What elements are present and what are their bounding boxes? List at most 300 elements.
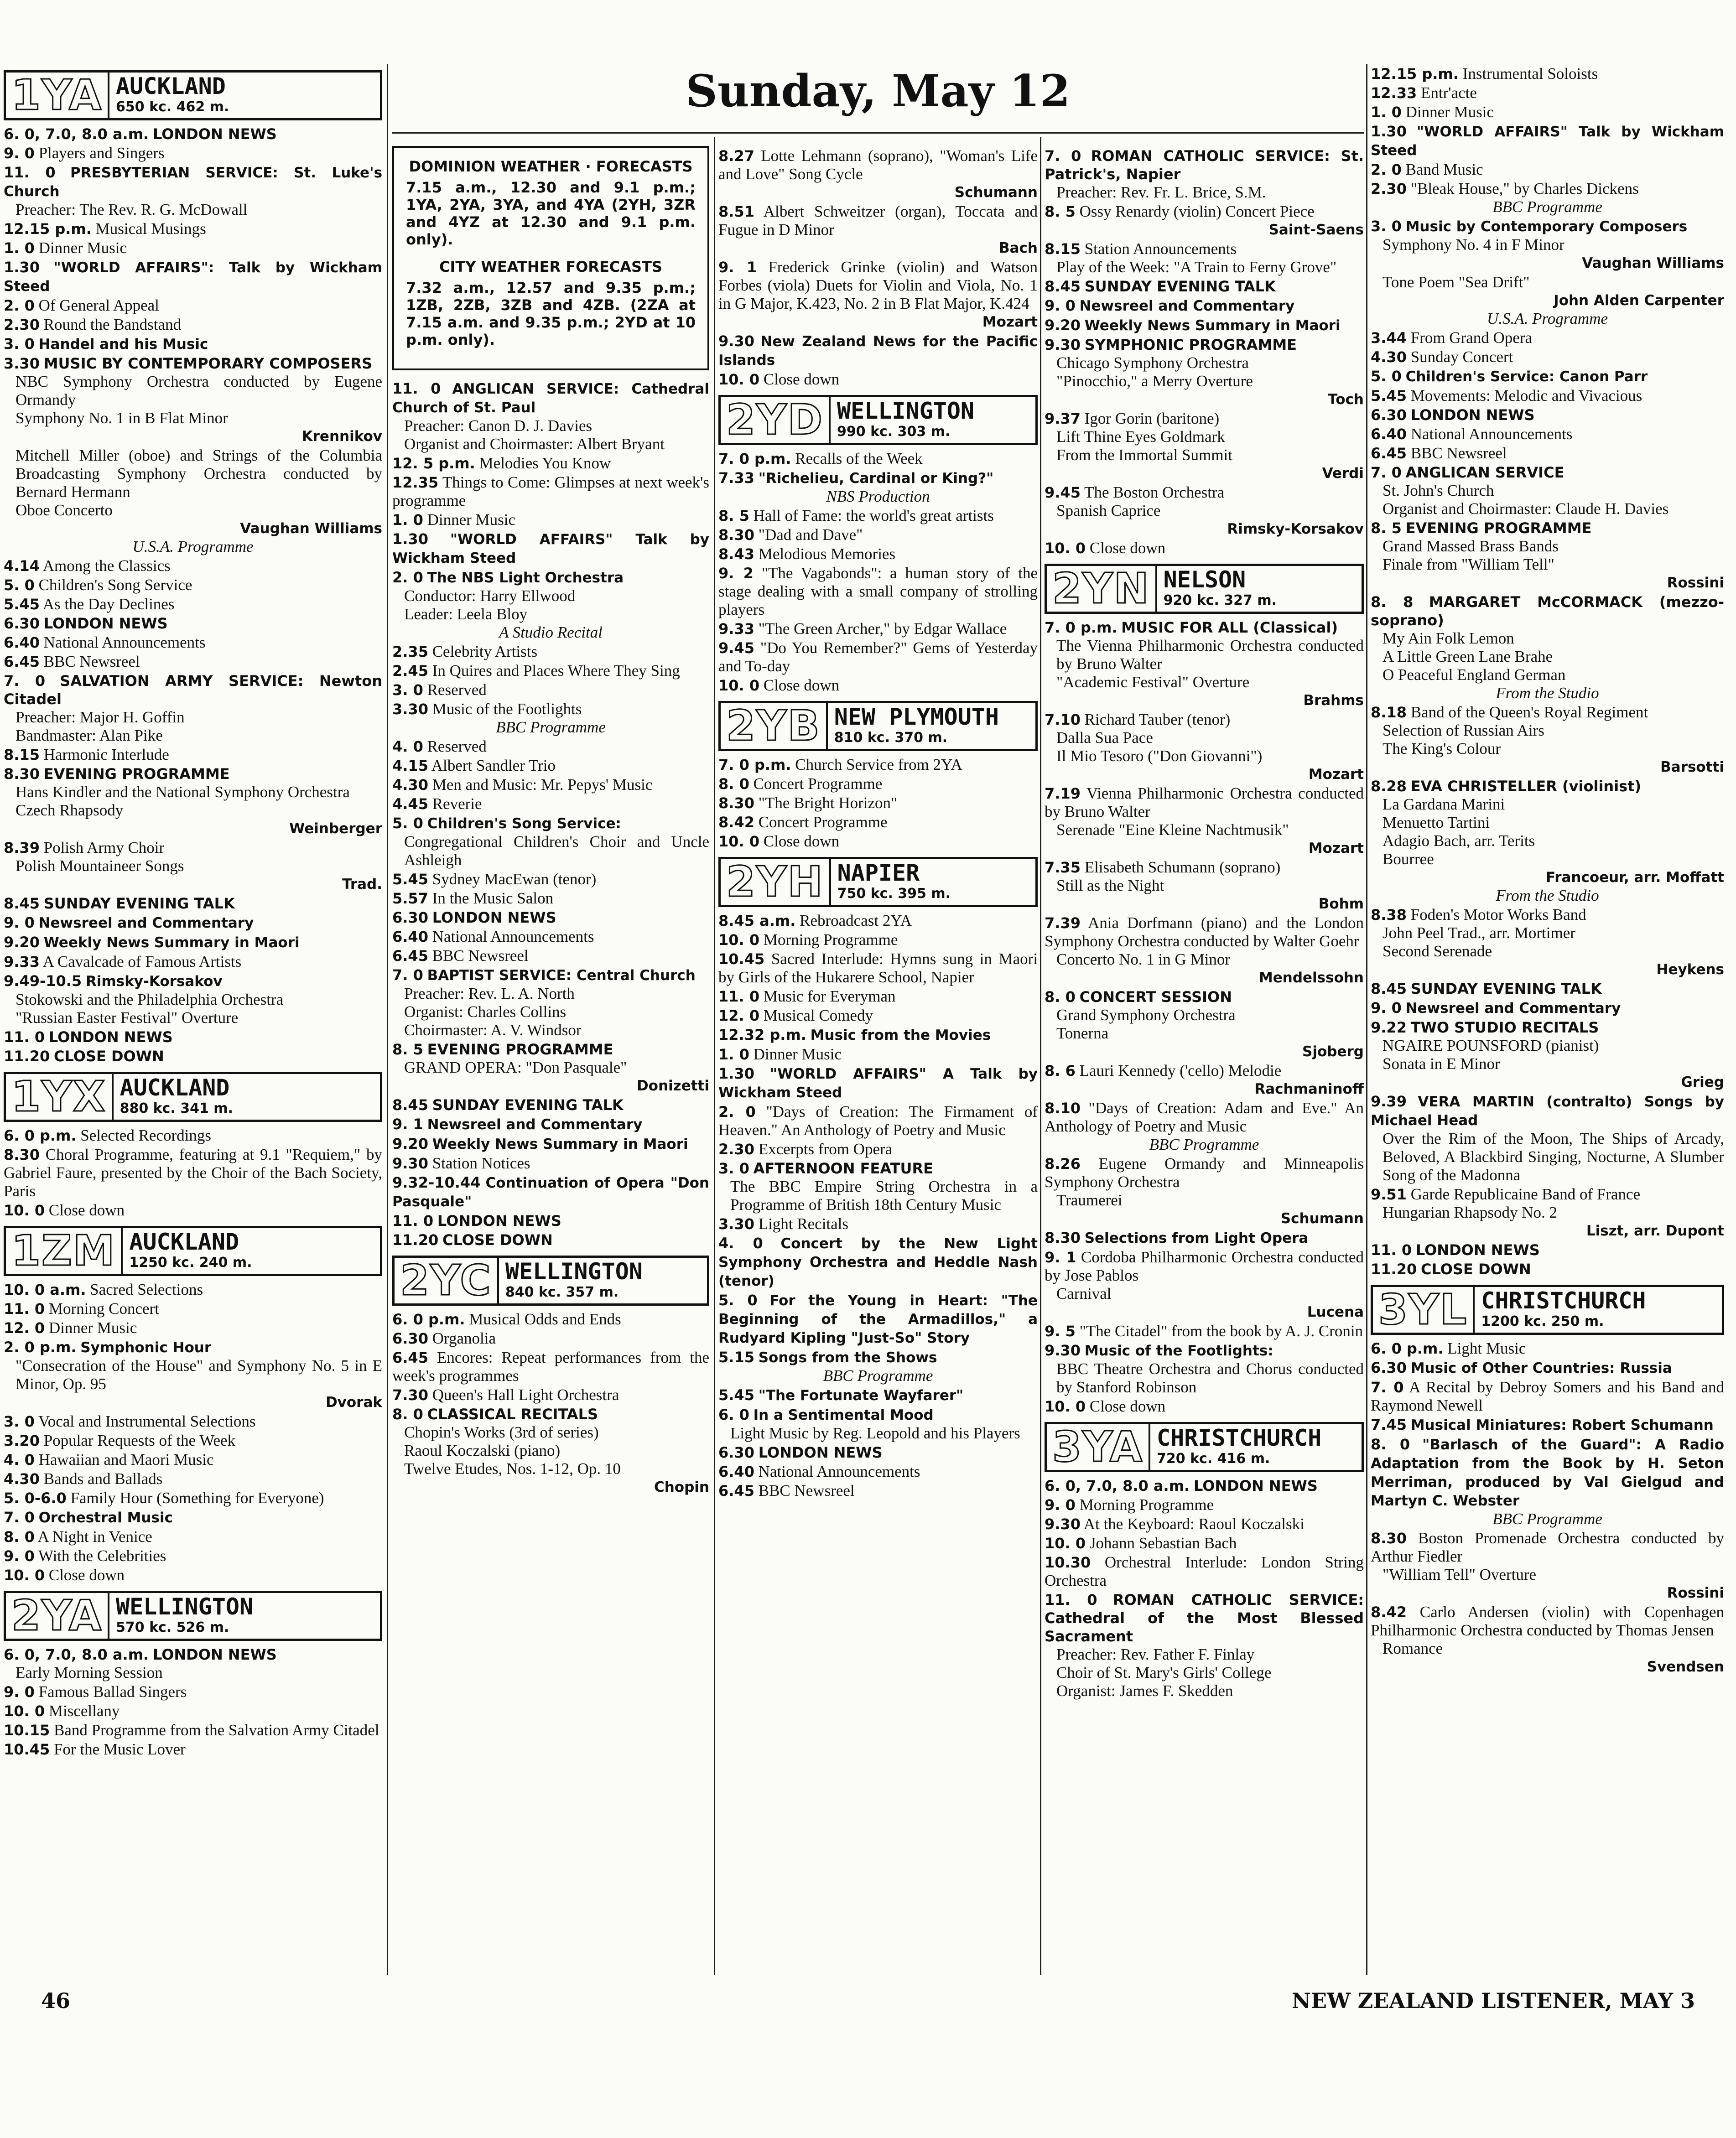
program-entry — [392, 814, 709, 869]
program-line — [1371, 1241, 1724, 1259]
composer: Trad. — [342, 876, 382, 893]
program-time: 8. 6 — [1045, 1062, 1076, 1079]
program-title: Sacred Selections — [90, 1281, 203, 1298]
program-detail: GRAND OPERA: "Don Pasquale" — [404, 1059, 627, 1076]
program-entry — [1371, 329, 1724, 347]
program-title: Encores: Repeat performances from the week's programmes — [392, 1349, 710, 1385]
program-line — [392, 1212, 709, 1230]
program-line — [392, 737, 709, 756]
composer: Mozart — [1308, 840, 1364, 856]
program-detail: St. John's Church — [1383, 482, 1494, 499]
program-credit: BBC Programme — [1492, 1510, 1602, 1528]
program-title: Morning Programme — [1079, 1496, 1214, 1514]
program-entry — [718, 794, 1038, 812]
program-time: 7.39 — [1045, 914, 1081, 932]
program-entry — [718, 1406, 1038, 1443]
program-time: 8.28 — [1371, 778, 1407, 795]
program-line — [718, 469, 1038, 488]
program-entry — [1045, 1099, 1364, 1154]
program-title: Rimsky-Korsakov — [85, 973, 223, 990]
program-entry — [4, 953, 382, 971]
program-entry — [718, 912, 1038, 930]
program-entry — [718, 1045, 1038, 1064]
station-frequency: 920 kc. 327 m. — [1163, 592, 1277, 608]
station-call-sign: 2YB — [721, 703, 828, 749]
program-title: CLOSE DOWN — [1420, 1261, 1531, 1278]
program-entry — [1045, 336, 1364, 409]
program-detail: Second Serenade — [1383, 942, 1492, 960]
program-detail: O Peaceful England German — [1383, 666, 1566, 684]
program-entry — [1371, 463, 1724, 518]
program-time: 6.45 — [392, 947, 428, 965]
program-title: PRESBYTERIAN SERVICE: St. Luke's Church — [4, 165, 383, 200]
program-entry — [1371, 999, 1724, 1017]
station-call-sign: 2YD — [721, 397, 831, 443]
program-detail: Preacher: Rev. L. A. North — [404, 985, 575, 1002]
program-title: Songs from the Shows — [758, 1349, 937, 1366]
program-title: Polish Army Choir — [43, 839, 165, 856]
program-line — [718, 1234, 1038, 1290]
program-credit: BBC Programme — [1149, 1136, 1259, 1153]
program-entry — [4, 1432, 382, 1450]
program-line — [4, 239, 382, 257]
program-line — [392, 1405, 709, 1423]
composer: Bach — [999, 240, 1038, 256]
program-entry — [718, 507, 1038, 525]
program-time: 10. 0 — [718, 677, 760, 694]
program-detail: The King's Colour — [1383, 740, 1501, 758]
program-detail: Oboe Concerto — [16, 501, 113, 519]
program-time: 9. 0 — [4, 914, 35, 931]
program-time: 8. 5 — [392, 1041, 423, 1058]
composer: Francoeur, arr. Moffatt — [1546, 869, 1724, 886]
program-time: 3. 0 — [4, 335, 35, 353]
program-title: Close down — [48, 1201, 125, 1219]
program-time: 9.39 — [1371, 1093, 1407, 1110]
program-entry — [392, 1349, 709, 1385]
program-entry — [718, 450, 1038, 468]
program-entry — [718, 1215, 1038, 1233]
program-line — [4, 653, 382, 671]
program-entry — [4, 1146, 382, 1200]
program-time: 6. 0 p.m. — [1371, 1340, 1444, 1357]
program-line — [718, 676, 1038, 695]
program-line — [1045, 1515, 1364, 1533]
program-time: 8.30 — [1045, 1229, 1081, 1246]
program-detail: Czech Rhapsody — [16, 801, 124, 819]
program-entry — [718, 987, 1038, 1006]
program-detail: Carnival — [1056, 1285, 1112, 1303]
program-line — [392, 681, 709, 699]
program-line — [392, 757, 709, 775]
program-time: 11.20 — [1371, 1261, 1417, 1278]
program-time: 8.26 — [1045, 1155, 1081, 1173]
program-title: Band Music — [1405, 161, 1483, 178]
program-line — [718, 1140, 1038, 1158]
program-time: 9.33 — [718, 620, 754, 638]
composer: Bohm — [1318, 896, 1364, 912]
program-title: Church Service from 2YA — [795, 756, 962, 773]
program-entry — [392, 530, 709, 567]
program-line — [1371, 180, 1724, 198]
program-time: 12.35 — [392, 474, 439, 491]
program-credit: U.S.A. Programme — [132, 538, 254, 555]
program-time: 9.30 — [1045, 1515, 1081, 1533]
program-detail: Organist: Charles Collins — [404, 1003, 567, 1021]
program-entry — [392, 681, 709, 699]
program-entry — [1045, 147, 1364, 202]
program-credit: From the Studio — [1496, 684, 1599, 702]
program-title: Close down — [48, 1566, 125, 1584]
program-title: EVENING PROGRAMME — [427, 1041, 613, 1058]
program-entry — [392, 908, 709, 927]
program-time: 12. 0 — [4, 1319, 45, 1337]
program-time: 10.45 — [4, 1741, 50, 1758]
program-title: The Boston Orchestra — [1084, 483, 1225, 501]
station-call-sign: 2YN — [1047, 566, 1157, 612]
program-entry — [1371, 593, 1724, 702]
station-header — [718, 395, 1038, 445]
station-city: NEW PLYMOUTH — [834, 704, 999, 730]
program-line — [1371, 84, 1724, 102]
program-time: 6.45 — [1371, 445, 1407, 462]
program-detail: Play of the Week: "A Train to Ferny Grove" — [1056, 258, 1337, 276]
program-title: VERA MARTIN (contralto) Songs by Michael Head — [1371, 1094, 1724, 1129]
program-title: Weekly News Summary in Maori — [1084, 317, 1341, 334]
program-detail: Preacher: Rev. Fr. L. Brice, S.M. — [1056, 183, 1266, 201]
program-time: 5.15 — [718, 1349, 754, 1366]
program-title: Music for Everyman — [763, 987, 896, 1005]
program-title: LONDON NEWS — [432, 909, 556, 926]
program-title: Morning Concert — [48, 1300, 159, 1318]
program-title: Lotte Lehmann (soprano), "Woman's Life and Love" Song Cycle — [718, 147, 1038, 183]
program-line — [392, 1173, 709, 1211]
program-time: 8.45 — [4, 895, 40, 912]
program-detail: NGAIRE POUNSFORD (pianist) — [1383, 1037, 1599, 1054]
program-entry — [4, 576, 382, 594]
program-title: LONDON NEWS — [152, 1646, 277, 1663]
program-title: BBC Newsreel — [758, 1482, 855, 1500]
program-entry — [392, 1115, 709, 1134]
program-entry — [4, 1281, 382, 1299]
program-detail: Still as the Night — [1056, 877, 1164, 894]
program-line — [392, 928, 709, 946]
station-call-sign: 2YC — [395, 1258, 499, 1303]
composer: Vaughan Williams — [1582, 255, 1724, 271]
program-title: "The Green Archer," by Edgar Wallace — [758, 620, 1007, 638]
program-entry — [718, 545, 1038, 563]
program-time: 6. 0 p.m. — [4, 1127, 77, 1144]
program-time: 8.45 a.m. — [718, 912, 796, 929]
program-title: Of General Appeal — [38, 296, 159, 314]
program-line — [4, 354, 382, 373]
program-entry — [1045, 1534, 1364, 1552]
program-time: 7.45 — [1371, 1416, 1407, 1433]
program-line — [4, 1338, 382, 1357]
program-line — [4, 1645, 382, 1664]
program-entry — [718, 1386, 1038, 1405]
program-time: 4. 0 — [718, 1235, 763, 1252]
station-info — [114, 1076, 380, 1118]
program-credit: BBC Programme — [823, 1367, 933, 1385]
program-entry — [1045, 483, 1364, 538]
program-entry — [1371, 1435, 1724, 1528]
program-line — [392, 814, 709, 833]
program-time: 9.45 — [1045, 484, 1081, 501]
program-entry — [1045, 1229, 1364, 1247]
program-time: 10. 0 — [1045, 1535, 1086, 1552]
program-time: 8.42 — [718, 814, 754, 831]
program-entry — [718, 676, 1038, 695]
program-title: Organolia — [432, 1329, 496, 1347]
program-time: 8.45 — [1045, 278, 1081, 295]
program-line — [1371, 406, 1724, 424]
station-info — [123, 1230, 380, 1272]
program-title: Entr'acte — [1420, 84, 1477, 102]
program-line — [718, 1103, 1038, 1139]
program-time: 6.30 — [4, 615, 40, 632]
program-title: "The Citadel" from the book by A. J. Cronin — [1079, 1322, 1363, 1340]
program-line — [4, 1740, 382, 1759]
column-rule — [714, 137, 715, 1975]
program-entry — [1045, 711, 1364, 784]
program-line — [4, 1683, 382, 1701]
program-title: "Bleak House," by Charles Dickens — [1410, 180, 1639, 197]
program-time: 3. 0 — [1371, 218, 1402, 235]
program-title: Orchestral Music — [38, 1510, 173, 1526]
program-line — [4, 144, 382, 162]
program-line — [1045, 784, 1364, 821]
station-call-sign: 2YA — [6, 1593, 109, 1639]
station-city: NAPIER — [837, 860, 920, 886]
station-info — [109, 1595, 380, 1637]
program-line — [392, 1135, 709, 1153]
program-line — [4, 595, 382, 613]
station-header — [1045, 564, 1364, 614]
program-detail: Light Music by Reg. Leopold and his Players — [730, 1424, 1020, 1442]
program-time: 9.30 — [1045, 336, 1081, 353]
program-entry — [4, 1702, 382, 1720]
program-entry — [4, 1721, 382, 1739]
station-city: WELLINGTON — [837, 398, 975, 424]
program-time: 6.30 — [1371, 1359, 1407, 1376]
program-entry — [1045, 914, 1364, 987]
program-time: 7.30 — [392, 1386, 428, 1404]
program-time: 2. 0 — [718, 1103, 756, 1121]
program-line — [392, 776, 709, 794]
program-detail: My Ain Folk Lemon — [1383, 629, 1514, 647]
program-title: LONDON NEWS — [43, 615, 168, 632]
program-line — [4, 1470, 382, 1488]
program-title: National Announcements — [43, 633, 206, 651]
program-title: BBC Newsreel — [432, 947, 529, 965]
program-line — [718, 258, 1038, 313]
program-line — [1045, 316, 1364, 335]
program-line — [718, 545, 1038, 563]
composer: Krennikov — [301, 428, 382, 445]
program-entry — [718, 1159, 1038, 1214]
program-entry — [1045, 1591, 1364, 1700]
program-time: 9.20 — [392, 1135, 428, 1152]
program-entry — [392, 662, 709, 680]
program-entry — [4, 354, 382, 446]
program-detail: Tone Poem "Sea Drift" — [1383, 273, 1530, 291]
program-line — [392, 1040, 709, 1059]
station-info — [499, 1260, 707, 1302]
program-entry — [1371, 425, 1724, 443]
program-title: Family Hour (Something for Everyone) — [70, 1489, 324, 1507]
program-entry — [718, 564, 1038, 619]
program-time: 10. 0 — [718, 931, 760, 949]
composer: Grieg — [1681, 1074, 1724, 1090]
program-title: National Announcements — [1410, 425, 1573, 443]
program-entry — [392, 1135, 709, 1153]
program-detail: Traumerei — [1056, 1191, 1123, 1209]
program-time: 11.20 — [4, 1048, 50, 1065]
program-time: 10.30 — [1045, 1554, 1091, 1571]
program-entry — [718, 813, 1038, 831]
weather-text: 7.15 a.m., 12.30 and 9.1 p.m.; 1YA, 2YA, 3YA, and 4YA (2YH, 3ZR and 4YZ at 12.30 and 9.1 p.m. only). — [406, 179, 696, 248]
program-time: 5.45 — [4, 596, 40, 613]
weather-heading: CITY WEATHER FORECASTS — [439, 258, 662, 275]
program-entry — [4, 258, 382, 296]
program-entry — [718, 332, 1038, 369]
program-entry — [4, 557, 382, 575]
program-title: Music of the Footlights — [432, 700, 582, 718]
program-detail: Menuetto Tartini — [1383, 814, 1490, 831]
program-time: 3. 0 — [392, 681, 423, 699]
program-title: LONDON NEWS — [1415, 1241, 1540, 1259]
program-title: National Announcements — [758, 1463, 920, 1480]
program-entry — [1371, 777, 1724, 905]
station-header — [718, 857, 1038, 907]
program-time: 7.35 — [1045, 859, 1081, 876]
station-call-sign: 1YA — [6, 73, 109, 118]
program-credit: A Studio Recital — [499, 623, 603, 641]
program-time: 10. 0 — [4, 1567, 45, 1584]
program-entry — [718, 1064, 1038, 1102]
program-title: Concert by the New Light Symphony Orchestra and Heddle Nash (tenor) — [718, 1235, 1038, 1289]
program-entry — [4, 239, 382, 257]
program-line — [718, 775, 1038, 793]
program-title: "WORLD AFFAIRS" Talk by Wickham Steed — [1371, 124, 1725, 159]
program-time: 9. 0 — [4, 1683, 35, 1701]
program-entry — [4, 1683, 382, 1701]
program-line — [1371, 217, 1724, 236]
program-time: 8. 8 — [1371, 593, 1414, 611]
program-line — [1371, 1603, 1724, 1640]
program-title: Movements: Melodic and Vivacious — [1410, 387, 1642, 405]
program-title: AFTERNOON FEATURE — [753, 1160, 933, 1177]
program-title: Johann Sebastian Bach — [1089, 1534, 1237, 1552]
program-time: 9. 5 — [1045, 1323, 1076, 1340]
program-line — [4, 1126, 382, 1145]
station-frequency: 750 kc. 395 m. — [837, 886, 951, 902]
station-city: WELLINGTON — [505, 1258, 643, 1285]
program-line — [1371, 348, 1724, 366]
program-line — [1045, 539, 1364, 557]
program-line — [392, 511, 709, 529]
program-entry — [4, 1740, 382, 1759]
program-title: Vocal and Instrumental Selections — [38, 1412, 256, 1430]
program-line — [4, 1319, 382, 1337]
program-detail: From the Immortal Summit — [1056, 446, 1232, 464]
program-time: 9. 1 — [718, 259, 757, 276]
program-line — [1371, 122, 1724, 160]
program-line — [1371, 367, 1724, 386]
program-title: "Richelieu, Cardinal or King?" — [758, 470, 994, 487]
program-entry — [718, 775, 1038, 793]
program-entry — [1371, 1529, 1724, 1602]
program-entry — [392, 870, 709, 888]
program-detail: NBC Symphony Orchestra conducted by Eugene Ormandy — [16, 373, 382, 409]
program-line — [718, 1443, 1038, 1462]
program-line — [718, 950, 1038, 986]
program-time: 6.30 — [392, 1330, 428, 1347]
program-line — [392, 662, 709, 680]
program-time: 9.45 — [718, 639, 754, 657]
program-line — [4, 1721, 382, 1739]
program-detail: Bandmaster: Alan Pike — [16, 727, 163, 744]
program-entry — [1371, 180, 1724, 216]
program-title: For the Young in Heart: "The Beginning of the Armadillos," a Rudyard Kipling "Just-So" Story — [718, 1292, 1038, 1346]
program-line — [1045, 1534, 1364, 1552]
program-time: 9. 0 — [4, 145, 35, 162]
program-title: Close down — [763, 832, 840, 850]
composer: Saint-Saens — [1268, 222, 1364, 238]
program-line — [1045, 914, 1364, 950]
program-title: Weekly News Summary in Maori — [43, 934, 300, 951]
program-time: 8. 0 — [718, 775, 749, 793]
program-entry — [718, 526, 1038, 544]
station-city: AUCKLAND — [116, 73, 226, 99]
program-entry — [4, 220, 382, 238]
program-entry — [1045, 858, 1364, 913]
program-time: 7. 0 — [1371, 1379, 1404, 1396]
program-time: 9.33 — [4, 953, 40, 970]
program-entry — [1045, 988, 1364, 1061]
program-line — [392, 1310, 709, 1328]
program-line — [718, 813, 1038, 831]
program-line — [1045, 1496, 1364, 1514]
program-time: 8. 0 — [392, 1406, 423, 1423]
program-entry — [1045, 1341, 1364, 1396]
program-title: Among the Classics — [42, 557, 171, 575]
program-entry — [4, 1528, 382, 1546]
program-title: Instrumental Soloists — [1462, 65, 1598, 83]
program-time: 10. 0 a.m. — [4, 1281, 86, 1298]
program-time: 6.45 — [392, 1349, 428, 1366]
program-detail: The Vienna Philharmonic Orchestra conducted by Bruno Walter — [1056, 637, 1364, 673]
program-line — [4, 1489, 382, 1507]
program-title: SALVATION ARMY SERVICE: Newton Citadel — [4, 672, 382, 708]
program-title: SUNDAY EVENING TALK — [1084, 278, 1276, 295]
program-time: 5. 0 — [392, 815, 423, 832]
station-info — [831, 861, 1035, 903]
program-line — [718, 794, 1038, 812]
program-detail: Organist and Choirmaster: Albert Bryant — [404, 435, 665, 453]
program-entry — [1371, 273, 1724, 328]
program-title: ANGLICAN SERVICE: Cathedral Church of St. Paul — [392, 381, 709, 416]
program-title: Children's Service: Canon Parr — [1405, 368, 1648, 385]
program-title: CLOSE DOWN — [442, 1231, 553, 1249]
program-time: 3.30 — [4, 355, 40, 372]
program-line — [1045, 277, 1364, 296]
program-time: 4.30 — [4, 1470, 40, 1488]
program-line — [392, 530, 709, 567]
station-frequency: 570 kc. 526 m. — [116, 1619, 229, 1635]
program-detail: Preacher: The Rev. R. G. McDowall — [16, 201, 248, 218]
